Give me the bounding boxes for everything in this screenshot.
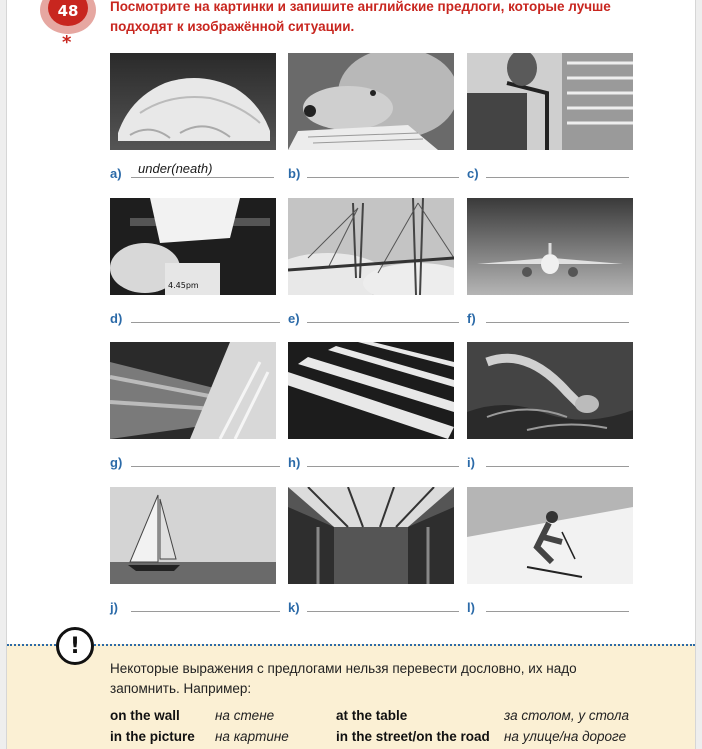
answer-line-k[interactable] xyxy=(307,611,459,612)
example-en-1: on the wall xyxy=(110,708,180,723)
item-label-f: f) xyxy=(467,311,476,326)
item-label-i: i) xyxy=(467,455,475,470)
difficulty-star-icon: * xyxy=(62,32,72,53)
answer-line-i[interactable] xyxy=(486,466,629,467)
note-text: Некоторые выражения с предлогами нельзя перевести дословно, их надо запомнить. Например: xyxy=(110,661,577,696)
photo-skier xyxy=(467,487,633,584)
example-en-3: in the picture xyxy=(110,729,195,744)
item-label-e: e) xyxy=(288,311,300,326)
answer-line-b[interactable] xyxy=(307,177,459,178)
note-dotted-border xyxy=(7,644,695,646)
exercise-instruction: Посмотрите на картинки и запишите английские предлоги, которые лучше подходят к изображённой ситуации. xyxy=(110,0,611,34)
exercise-number-badge: 48 xyxy=(48,0,88,26)
photo-letter-postbox xyxy=(110,198,276,295)
answer-line-l[interactable] xyxy=(486,611,629,612)
example-ru-2: за столом, у стола xyxy=(504,708,629,723)
answer-line-a[interactable] xyxy=(131,177,274,178)
photo-underground-train xyxy=(110,342,276,439)
item-label-g: g) xyxy=(110,455,123,470)
photo-zebra-crossing xyxy=(288,342,454,439)
answer-line-h[interactable] xyxy=(307,466,459,467)
example-en-4: in the street/on the road xyxy=(336,729,490,744)
example-ru-4: на улице/на дороге xyxy=(504,729,627,744)
answer-line-d[interactable] xyxy=(131,322,280,323)
item-label-l: l) xyxy=(467,600,475,615)
photo-swimmer xyxy=(467,342,633,439)
answer-text-a: under(neath) xyxy=(138,161,213,176)
answer-line-j[interactable] xyxy=(131,611,280,612)
item-label-c: c) xyxy=(467,166,479,181)
photo-sailboat xyxy=(110,487,276,584)
item-label-b: b) xyxy=(288,166,301,181)
answer-line-f[interactable] xyxy=(486,322,629,323)
photo-car-under-cover xyxy=(110,53,276,150)
item-label-a: a) xyxy=(110,166,122,181)
answer-line-c[interactable] xyxy=(486,177,629,178)
exclamation-icon: ! xyxy=(56,627,94,665)
item-label-k: k) xyxy=(288,600,300,615)
photo-dog-on-newspaper xyxy=(288,53,454,150)
example-ru-3: на картине xyxy=(215,729,289,744)
example-en-2: at the table xyxy=(336,708,408,723)
svg-text:4.45pm: 4.45pm xyxy=(168,281,199,290)
photo-bridge-clouds xyxy=(288,198,454,295)
answer-line-g[interactable] xyxy=(131,466,280,467)
photo-arcade-passage xyxy=(288,487,454,584)
item-label-d: d) xyxy=(110,311,123,326)
item-label-j: j) xyxy=(110,600,118,615)
answer-line-e[interactable] xyxy=(307,322,459,323)
item-label-h: h) xyxy=(288,455,301,470)
photo-supermarket-trolley xyxy=(467,53,633,150)
example-ru-1: на стене xyxy=(215,708,275,723)
photo-airplane xyxy=(467,198,633,295)
page-edge-right xyxy=(695,0,702,749)
page-edge-left xyxy=(0,0,7,749)
